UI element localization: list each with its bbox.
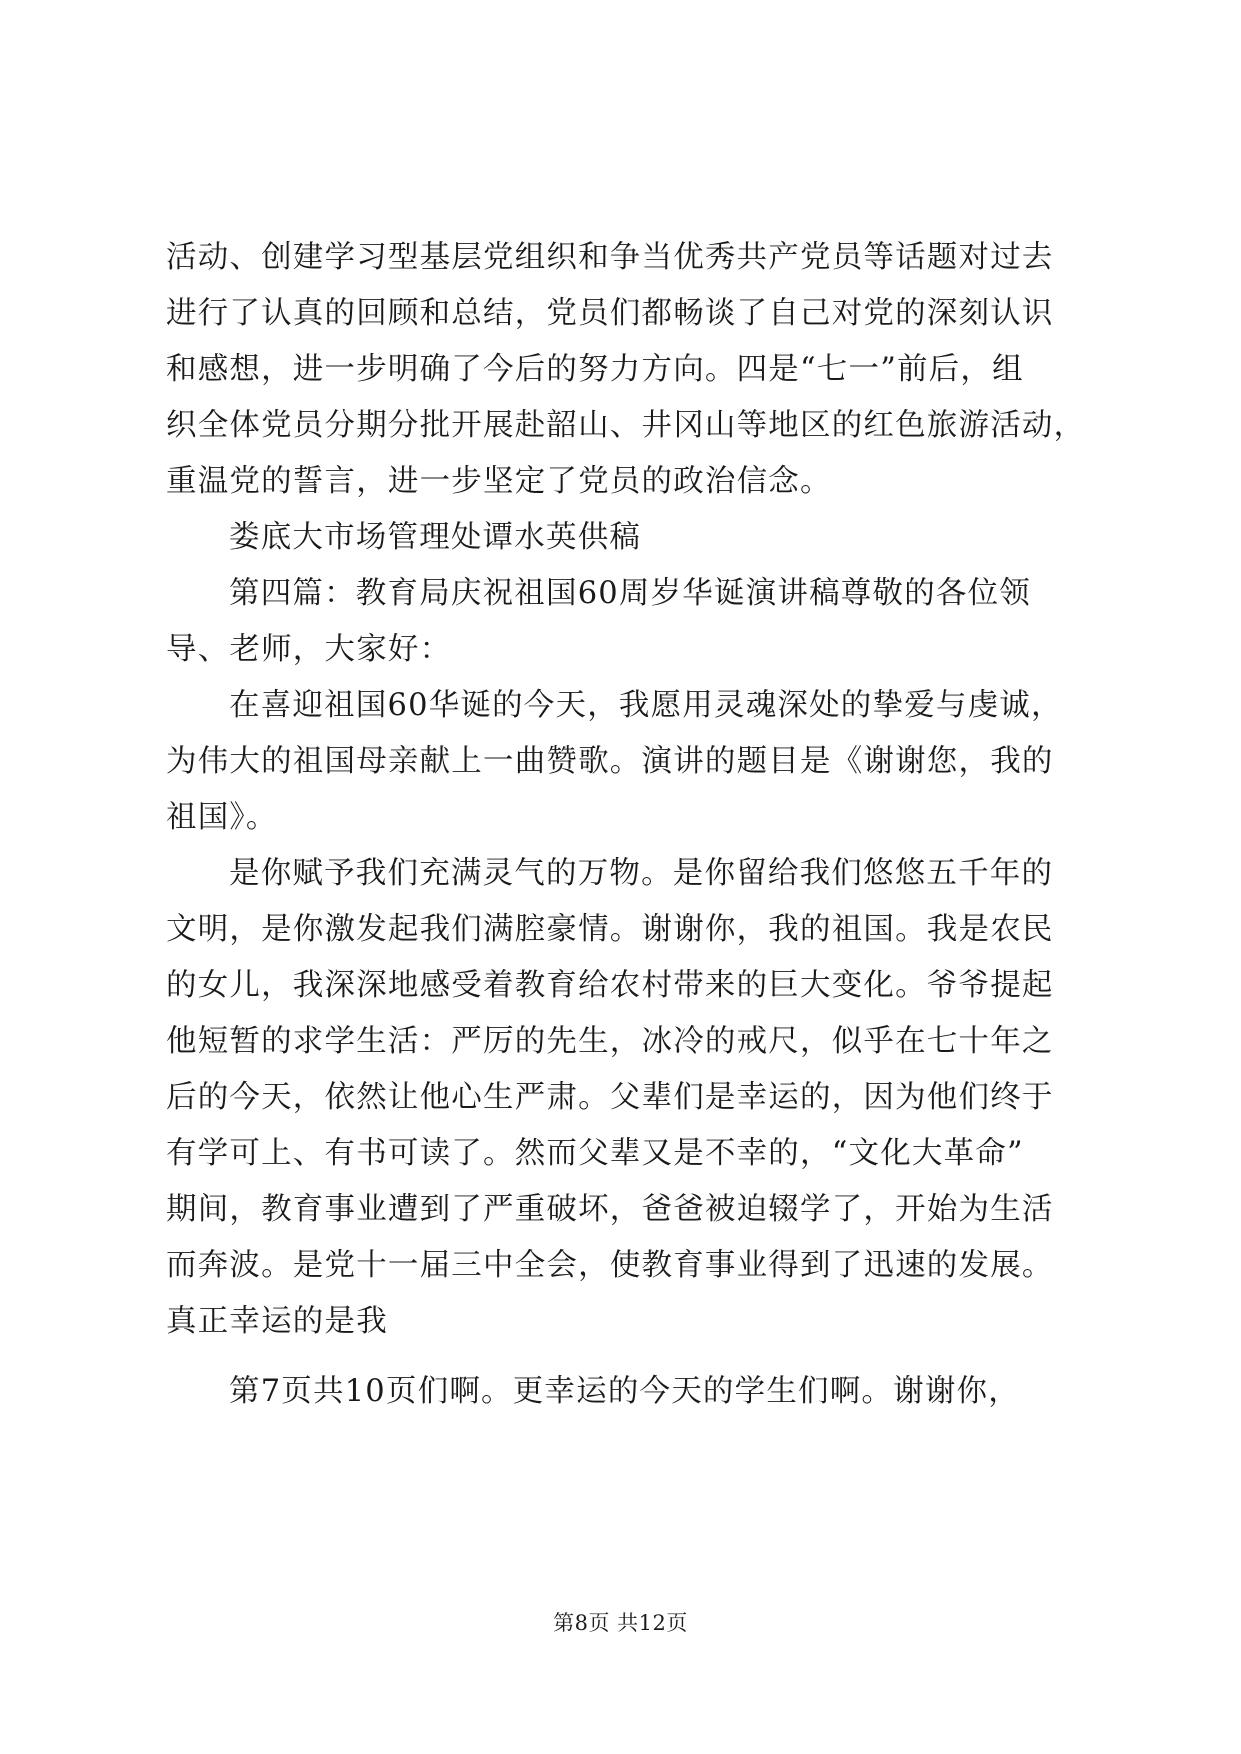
- text-line: 是你赋予我们充满灵气的万物。是你留给我们悠悠五千年的: [229, 856, 1054, 891]
- text-line: 的女儿，我深深地感受着教育给农村带来的巨大变化。爷爷提起: [166, 968, 1054, 1003]
- text-line: 重温党的誓言，进一步坚定了党员的政治信念。: [166, 464, 832, 499]
- text-line: 文明，是你激发起我们满腔豪情。谢谢你，我的祖国。我是农民: [166, 912, 1054, 947]
- author-credit: 娄底大市场管理处谭水英供稿: [229, 520, 642, 555]
- text-line: 祖国》。: [166, 800, 278, 835]
- text-line: 第7页共10页们啊。更幸运的今天的学生们啊。谢谢你，: [229, 1374, 1020, 1409]
- text-line: 进行了认真的回顾和总结，党员们都畅谈了自己对党的深刻认识: [166, 296, 1054, 331]
- text-line: 有学可上、有书可读了。然而父辈又是不幸的，“文化大革命”: [166, 1136, 1024, 1171]
- text-line: 真正幸运的是我: [166, 1304, 388, 1339]
- text-line: 期间，教育事业遭到了严重破坏，爸爸被迫辍学了，开始为生活: [166, 1192, 1054, 1227]
- text-line: 他短暂的求学生活：严厉的先生，冰冷的戒尺，似乎在七十年之: [166, 1024, 1054, 1059]
- section-heading: 第四篇：教育局庆祝祖国60周岁华诞演讲稿尊敬的各位领: [229, 576, 1032, 611]
- text-line: 活动、创建学习型基层党组织和争当优秀共产党员等话题对过去: [166, 240, 1054, 275]
- text-line: 在喜迎祖国60华诞的今天，我愿用灵魂深处的挚爱与虔诚，: [229, 688, 1063, 723]
- text-line: 而奔波。是党十一届三中全会，使教育事业得到了迅速的发展。: [166, 1248, 1054, 1283]
- text-line: 和感想，进一步明确了今后的努力方向。四是“七一”前后，组: [166, 352, 1024, 387]
- text-line: 为伟大的祖国母亲献上一曲赞歌。演讲的题目是《谢谢您，我的: [166, 744, 1054, 779]
- text-line: 织全体党员分期分批开展赴韶山、井冈山等地区的红色旅游活动，: [166, 408, 1086, 443]
- text-line: 后的今天，依然让他心生严肃。父辈们是幸运的，因为他们终于: [166, 1080, 1054, 1115]
- page-footer: 第8页 共12页: [553, 1611, 688, 1635]
- text-line: 导、老师，大家好：: [166, 632, 452, 667]
